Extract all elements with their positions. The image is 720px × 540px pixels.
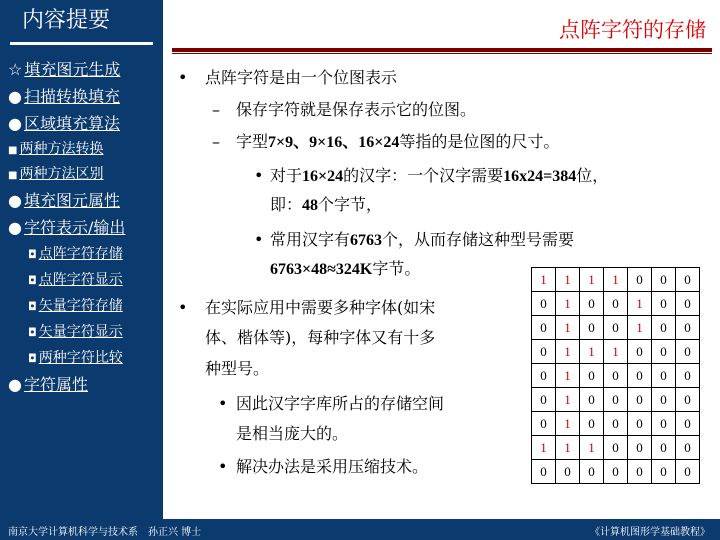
bitmap-cell: 0 bbox=[676, 388, 700, 412]
bitmap-cell: 0 bbox=[604, 316, 628, 340]
bitmap-cell: 0 bbox=[628, 436, 652, 460]
bitmap-cell: 1 bbox=[604, 340, 628, 364]
sidebar-item-marker-icon: ● bbox=[8, 191, 22, 210]
bitmap-cell: 0 bbox=[676, 268, 700, 292]
footer-author: 南京大学计算机科学与技术系 孙正兴 博士 bbox=[8, 527, 202, 538]
bitmap-cell: 1 bbox=[532, 436, 556, 460]
bitmap-row bbox=[532, 292, 700, 316]
bitmap-cell: 0 bbox=[628, 340, 652, 364]
bitmap-cell: 0 bbox=[628, 364, 652, 388]
bitmap-row bbox=[532, 364, 700, 388]
bitmap-cell: 0 bbox=[580, 412, 604, 436]
dash-icon: – bbox=[212, 132, 220, 151]
bitmap-cell: 0 bbox=[652, 364, 676, 388]
bitmap-cell: 0 bbox=[532, 292, 556, 316]
bitmap-cell: 0 bbox=[628, 460, 652, 484]
bitmap-cell: 1 bbox=[580, 340, 604, 364]
bullet-dot-icon: • bbox=[218, 457, 228, 476]
bitmap-cell: 0 bbox=[652, 292, 676, 316]
bitmap-cell: 1 bbox=[556, 364, 580, 388]
bitmap-cell: 0 bbox=[676, 364, 700, 388]
bitmap-cell: 1 bbox=[556, 412, 580, 436]
bitmap-cell: 1 bbox=[556, 292, 580, 316]
bitmap-cell: 0 bbox=[652, 340, 676, 364]
bitmap-cell: 0 bbox=[556, 460, 580, 484]
sidebar-item-marker-icon: ☆ bbox=[8, 60, 23, 79]
bullet-dot-icon: • bbox=[178, 68, 188, 87]
bitmap-cell: 0 bbox=[652, 388, 676, 412]
sub-sub-bullet-text: 对于16×24的汉字：一个汉字需要16x24=384位， bbox=[270, 166, 609, 185]
bitmap-cell: 0 bbox=[676, 340, 700, 364]
sidebar-item-label: 两种方法转换 bbox=[19, 141, 104, 157]
bitmap-cell: 0 bbox=[580, 364, 604, 388]
sidebar-item-marker-icon: ◘ bbox=[28, 274, 37, 287]
sidebar-item-marker-icon: ◘ bbox=[28, 326, 37, 339]
bitmap-cell: 0 bbox=[652, 436, 676, 460]
page-title: 点阵字符的存储 bbox=[559, 18, 706, 42]
sidebar-item-label: 字符表示/输出 bbox=[23, 218, 126, 237]
sidebar-item-label: 两种方法区别 bbox=[19, 166, 104, 182]
bullet-text-cont: 种型号。 bbox=[205, 359, 270, 378]
sidebar-item-label: 扫描转换填充 bbox=[23, 87, 120, 106]
bitmap-cell: 0 bbox=[676, 412, 700, 436]
sidebar-item-label: 填充图元生成 bbox=[24, 60, 121, 79]
sidebar-item-marker-icon: ● bbox=[8, 218, 22, 237]
bitmap-cell: 0 bbox=[532, 316, 556, 340]
sidebar-item-marker-icon: ● bbox=[8, 114, 22, 133]
bitmap-cell: 0 bbox=[604, 436, 628, 460]
bitmap-cell: 0 bbox=[676, 316, 700, 340]
bitmap-cell: 0 bbox=[676, 460, 700, 484]
bitmap-cell: 0 bbox=[604, 388, 628, 412]
bitmap-cell: 0 bbox=[580, 316, 604, 340]
dash-icon: – bbox=[212, 100, 220, 119]
footer-course: 《计算机图形学基础教程》 bbox=[590, 527, 710, 538]
sidebar-item-label: 矢量字符存储 bbox=[38, 298, 123, 314]
bitmap-cell: 0 bbox=[604, 460, 628, 484]
bitmap-cell: 0 bbox=[628, 412, 652, 436]
bullet-dot-icon: • bbox=[218, 394, 228, 413]
bitmap-cell: 1 bbox=[580, 268, 604, 292]
sub-sub-bullet-text-cont: 6763×48≈324K字节。 bbox=[270, 259, 421, 278]
sidebar-item-marker-icon: ◘ bbox=[28, 352, 37, 365]
bitmap-cell: 0 bbox=[580, 388, 604, 412]
bitmap-cell: 1 bbox=[556, 340, 580, 364]
sidebar-item-marker-icon: ■ bbox=[8, 170, 18, 181]
bitmap-cell: 0 bbox=[676, 436, 700, 460]
bitmap-cell: 1 bbox=[556, 388, 580, 412]
sub-bullet-text-cont: 是相当庞大的。 bbox=[236, 424, 349, 443]
bitmap-cell: 0 bbox=[604, 364, 628, 388]
bitmap-cell: 1 bbox=[532, 268, 556, 292]
bitmap-cell: 1 bbox=[628, 292, 652, 316]
bitmap-row bbox=[532, 316, 700, 340]
sub-bullet-text: 解决办法是采用压缩技术。 bbox=[236, 457, 429, 476]
bitmap-cell: 0 bbox=[532, 364, 556, 388]
footer-bar bbox=[0, 519, 720, 540]
bitmap-grid bbox=[531, 267, 700, 484]
bitmap-row bbox=[532, 412, 700, 436]
sidebar-item-label: 区域填充算法 bbox=[23, 114, 120, 133]
sidebar-item-marker-icon: ◘ bbox=[28, 300, 37, 313]
bitmap-cell: 0 bbox=[652, 460, 676, 484]
bitmap-cell: 0 bbox=[604, 412, 628, 436]
bitmap-cell: 0 bbox=[532, 388, 556, 412]
sub-sub-bullet-text-cont: 即：48个字节， bbox=[270, 195, 383, 214]
bitmap-cell: 0 bbox=[532, 460, 556, 484]
sub-bullet-text: 保存字符就是保存表示它的位图。 bbox=[236, 100, 477, 119]
bullet-dot-icon: • bbox=[254, 230, 264, 249]
sub-bullet-text: 因此汉字字库所占的存储空间 bbox=[236, 394, 445, 413]
bitmap-cell: 0 bbox=[532, 340, 556, 364]
sidebar-item-marker-icon: ● bbox=[8, 87, 22, 106]
sub-sub-bullet-text: 常用汉字有6763个，从而存储这种型号需要 bbox=[270, 230, 575, 249]
bitmap-cell: 1 bbox=[628, 316, 652, 340]
sidebar-item-marker-icon: ■ bbox=[8, 145, 18, 156]
bitmap-cell: 1 bbox=[604, 268, 628, 292]
sidebar-item-label: 点阵字符显示 bbox=[38, 272, 123, 288]
bitmap-row bbox=[532, 436, 700, 460]
sidebar-item-label: 点阵字符存储 bbox=[38, 246, 123, 262]
sidebar-item-label: 填充图元属性 bbox=[23, 191, 120, 210]
bitmap-cell: 0 bbox=[652, 412, 676, 436]
bitmap-cell: 0 bbox=[628, 268, 652, 292]
bitmap-cell: 0 bbox=[652, 268, 676, 292]
bitmap-cell: 0 bbox=[580, 292, 604, 316]
bitmap-cell: 1 bbox=[556, 436, 580, 460]
bitmap-cell: 0 bbox=[532, 412, 556, 436]
sidebar-item-marker-icon: ● bbox=[8, 375, 22, 394]
sidebar-item-marker-icon: ◘ bbox=[28, 248, 37, 261]
sidebar-item-label: 矢量字符显示 bbox=[38, 324, 123, 340]
bitmap-row bbox=[532, 460, 700, 484]
sidebar-title: 内容提要 bbox=[22, 8, 111, 33]
sidebar-item-label: 字符属性 bbox=[23, 375, 88, 394]
bitmap-cell: 0 bbox=[628, 388, 652, 412]
bitmap-row bbox=[532, 268, 700, 292]
bitmap-cell: 0 bbox=[676, 292, 700, 316]
bitmap-cell: 0 bbox=[604, 292, 628, 316]
bullet-text: 在实际应用中需要多种字体(如宋 bbox=[205, 298, 436, 317]
bullet-dot-icon: • bbox=[254, 166, 264, 185]
bitmap-cell: 0 bbox=[652, 316, 676, 340]
bitmap-row bbox=[532, 388, 700, 412]
bullet-text-cont: 体、楷体等)，每种字体又有十多 bbox=[205, 328, 436, 347]
bitmap-cell: 1 bbox=[580, 436, 604, 460]
bitmap-cell: 1 bbox=[556, 268, 580, 292]
sub-bullet-text: 字型7×9、9×16、16×24等指的是位图的尺寸。 bbox=[236, 132, 560, 151]
bullet-dot-icon: • bbox=[178, 298, 188, 317]
bitmap-cell: 0 bbox=[580, 460, 604, 484]
bitmap-row bbox=[532, 340, 700, 364]
sidebar-item-label: 两种字符比较 bbox=[38, 350, 123, 366]
bitmap-cell: 1 bbox=[556, 316, 580, 340]
bullet-text: 点阵字符是由一个位图表示 bbox=[205, 68, 398, 87]
